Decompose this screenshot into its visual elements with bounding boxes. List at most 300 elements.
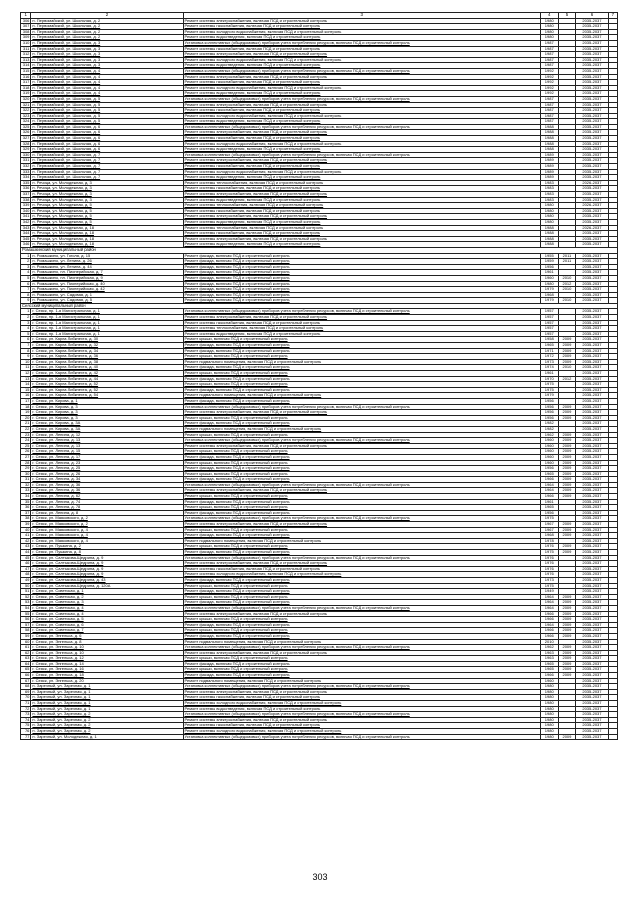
row-number: 344 [21, 231, 31, 237]
row-work-type: Ремонт системы электроснабжения, включая ПСД и строительный контроль [183, 611, 540, 617]
row-planned-period: 2035-2037 [576, 270, 608, 276]
row-address: г. Сеяск, ул. Ленина, д. 15 [31, 449, 183, 455]
row-planned-period: 2035-2037 [576, 415, 608, 421]
row-address: п. Первомайский, ул. Школьная, д. 4 [31, 91, 183, 97]
row-work-type: Установка коллективных (общедомовых) приборов учета потребления ресурсов, включая ПСД и строительный контроль [183, 124, 540, 130]
row-number: 52 [21, 594, 31, 600]
row-number: 321 [21, 102, 31, 108]
row-year-built: 1976 [540, 572, 558, 578]
row-address: г. Сеяск, ул. Карла Либкнехта, д. 40 [31, 365, 183, 371]
row-number: 5 [21, 331, 31, 337]
row-work-type: Ремонт системы водоотведения, включая ПСД и строительный контроль [183, 91, 540, 97]
row-number: 20 [21, 415, 31, 421]
row-number: 41 [21, 533, 31, 539]
row-work-type: Ремонт системы электроснабжения, включая ПСД и строительный контроль [183, 488, 540, 494]
row-work-type: Ремонт системы электроснабжения, включая ПСД и строительный контроль [183, 52, 540, 58]
row-work-type: Ремонт системы газоснабжения, включая ПСД и строительный контроль [183, 108, 540, 114]
row-planned-period: 2035-2037 [576, 208, 608, 214]
row-planned-period: 2035-2037 [576, 723, 608, 729]
row-planned-period: 2035-2037 [576, 315, 608, 321]
row-planned-period: 2035-2037 [576, 538, 608, 544]
row-planned-period: 2035-2037 [576, 482, 608, 488]
row-planned-period: 2035-2037 [576, 645, 608, 651]
row-address: п. Ромашкино, ул. Ленина, д. 26 [31, 259, 183, 265]
row-year-built: 1967 [540, 527, 558, 533]
row-number: 35 [21, 499, 31, 505]
row-work-type: Ремонт подвального помещения, включая ПСД и строительный контроль [183, 426, 540, 432]
row-planned-period: 2035-2037 [576, 432, 608, 438]
row-address: г. Сеяск, ул. Кирова, д. 3 [31, 410, 183, 416]
row-work-type: Установка коллективных (общедомовых) приборов учета потребления ресурсов, включая ПСД и строительный контроль [183, 734, 540, 740]
row-planned-period: 2035-2037 [576, 298, 608, 304]
row-work-type: Ремонт системы водоотведения, включая ПСД и строительный контроль [183, 706, 540, 712]
row-address: п. Заречный, ул. Заречная, д. 1 [31, 689, 183, 695]
row-address: п. Первомайский, ул. Школьная, д. 6 [31, 136, 183, 142]
row-year-built: 1956 [540, 510, 558, 516]
row-address: п. Первомайский, ул. Школьная, д. 4 [31, 85, 183, 91]
row-work-type: Ремонт подвального помещения, включая ПСД и строительный контроль [183, 639, 540, 645]
row-address: г. Сеяск, ул. Салтыкова-Щедрина, д. 9 [31, 572, 183, 578]
row-address: п. Заречный, ул. Заречная, д. 2 [31, 723, 183, 729]
row-year-built: 1980 [540, 689, 558, 695]
row-work-type: Ремонт системы электроснабжения, включая ПСД и строительный контроль [183, 192, 540, 198]
row-work-type: Ремонт системы водоотведения, включая ПСД и строительный контроль [183, 147, 540, 153]
row-number: 332 [21, 164, 31, 170]
row-number: 334 [21, 175, 31, 181]
row-year-built: 1978 [540, 538, 558, 544]
row-work-type: Ремонт системы водоотведения, включая ПСД и строительный контроль [183, 242, 540, 248]
row-year-built: 1974 [540, 365, 558, 371]
capital-repair-table [20, 12, 618, 740]
row-number: 331 [21, 158, 31, 164]
row-planned-period: 2035-2037 [576, 113, 608, 119]
row-planned-period: 2035-2037 [576, 320, 608, 326]
row-year-repair: 2009 [558, 673, 576, 679]
row-address: п. Первомайский, ул. Школьная, д. 5 [31, 119, 183, 125]
row-work-type: Ремонт фасада, включая ПСД и строительный контроль [183, 387, 540, 393]
row-number: 57 [21, 622, 31, 628]
row-year-built: 1980 [540, 717, 558, 723]
row-work-type: Ремонт системы теплоснабжения, включая ПСД и строительный контроль [183, 225, 540, 231]
row-year-built: 1956 [540, 398, 558, 404]
row-number: 28 [21, 460, 31, 466]
row-address: г. Сеяск, ул. Карла Либкнехта, д. 32 [31, 343, 183, 349]
row-work-type: Ремонт подвального помещения, включая ПСД и строительный контроль [183, 359, 540, 365]
row-address: г. Сеяск, ул. Советская, д. 3 [31, 600, 183, 606]
row-year-repair: 2009 [558, 460, 576, 466]
row-number: 73 [21, 712, 31, 718]
row-number: 10 [21, 359, 31, 365]
row-number: 5 [21, 275, 31, 281]
row-year-built: 1988 [540, 242, 558, 248]
row-address: г. Сеяск, ул. Салтыкова-Щедрина, д. 9 [31, 561, 183, 567]
row-number: 6 [21, 281, 31, 287]
row-address: г. Сеяск, пр. 1-я Магистральная, д. 1 [31, 320, 183, 326]
row-year-built: 1980 [540, 281, 558, 287]
row-address: п. Ромашкино, ул. Ленина, д. 44 [31, 264, 183, 270]
header-col-5: 5 [558, 13, 576, 19]
row-work-type: Ремонт фасада, включая ПСД и строительный контроль [183, 673, 540, 679]
row-address: г. Сеяск, ул. Пушкина, д. 2 [31, 544, 183, 550]
row-work-type: Ремонт крыши, включая ПСД и строительный контроль [183, 544, 540, 550]
row-number: 309 [21, 35, 31, 41]
row-number: 328 [21, 141, 31, 147]
row-year-built: 1987 [540, 108, 558, 114]
row-year-repair: 2009 [558, 611, 576, 617]
row-year-built: 1975 [540, 382, 558, 388]
row-work-type: Ремонт фасада, включая ПСД и строительный контроль [183, 348, 540, 354]
row-work-type: Ремонт системы электроснабжения, включая ПСД и строительный контроль [183, 158, 540, 164]
row-address: п. Речица, ул. Молодежная, д. 3 [31, 192, 183, 198]
row-address: г. Сеяск, ул. Карла Либкнехта, д. 52 [31, 382, 183, 388]
row-year-built: 1960 [540, 449, 558, 455]
row-year-built: 1961 [540, 270, 558, 276]
row-address: г. Сеяск, ул. Карла Либкнехта, д. 44 [31, 376, 183, 382]
row-number: 77 [21, 734, 31, 740]
row-work-type: Установка коллективных (общедомовых) приборов учета потребления ресурсов, включая ПСД и строительный контроль [183, 404, 540, 410]
row-address: п. Ромашкино, пл. Пионерийская, д. 9 [31, 275, 183, 281]
row-year-built: 1964 [540, 594, 558, 600]
row-year-built: 1975 [540, 583, 558, 589]
row-year-built: 1966 [540, 611, 558, 617]
row-year-built: 1976 [540, 555, 558, 561]
row-address: п. Первомайский, ул. Школьная, д. 7 [31, 169, 183, 175]
row-year-repair: 2012 [558, 281, 576, 287]
row-planned-period: 2035-2037 [576, 544, 608, 550]
row-planned-period: 2035-2037 [576, 566, 608, 572]
row-year-repair: 2009 [558, 600, 576, 606]
row-number: 76 [21, 729, 31, 735]
row-planned-period: 2035-2037 [576, 253, 608, 259]
row-year-built: 1965 [540, 667, 558, 673]
row-number: 307 [21, 24, 31, 30]
row-planned-period: 2035-2037 [576, 689, 608, 695]
row-address: п. Речица, ул. Молодежная, д. 3 [31, 186, 183, 192]
row-address: г. Сеяск, ул. Советская, д. 1 [31, 589, 183, 595]
row-year-repair: 2010 [558, 287, 576, 293]
row-planned-period: 2035-2037 [576, 572, 608, 578]
row-year-built: 1992 [540, 85, 558, 91]
row-number: 39 [21, 522, 31, 528]
row-address: п. Речица, ул. Молодежная, д. 5 [31, 214, 183, 220]
row-work-type: Ремонт фасада, включая ПСД и строительный контроль [183, 622, 540, 628]
row-address: г. Сеяск, ул. Карла Либкнехта, д. 52 [31, 387, 183, 393]
row-planned-period: 2035-2037 [576, 639, 608, 645]
row-work-type: Установка коллективных (общедомовых) приборов учета потребления ресурсов, включая ПСД и строительный контроль [183, 482, 540, 488]
row-work-type: Ремонт системы холодного водоснабжения, включая ПСД и строительный контроль [183, 57, 540, 63]
row-number: 13 [21, 376, 31, 382]
row-planned-period: 2035-2037 [576, 605, 608, 611]
row-work-type: Ремонт системы электроснабжения, включая ПСД и строительный контроль [183, 410, 540, 416]
row-planned-period: 2035-2037 [576, 611, 608, 617]
row-year-built: 1960 [540, 275, 558, 281]
row-planned-period: 2035-2037 [576, 488, 608, 494]
row-address: п. Заречный, ул. Заречная, д. 2 [31, 717, 183, 723]
row-number: 58 [21, 628, 31, 634]
row-number: 313 [21, 57, 31, 63]
row-planned-period: 2035-2037 [576, 102, 608, 108]
row-address: г. Сеяск, ул. Советская, д. 4 [31, 611, 183, 617]
row-planned-period: 2035-2037 [576, 678, 608, 684]
row-address: г. Сеяск, ул. Кирова, д. 3А [31, 426, 183, 432]
row-year-built: 1965 [540, 471, 558, 477]
row-year-repair: 2010 [558, 365, 576, 371]
row-work-type: Ремонт системы теплоснабжения, включая ПСД и строительный контроль [183, 326, 540, 332]
row-address: г. Сеяск, ул. Энгельса, д. 12 [31, 656, 183, 662]
row-number: 26 [21, 449, 31, 455]
row-number: 318 [21, 85, 31, 91]
row-year-built: 1971 [540, 348, 558, 354]
row-number: 45 [21, 555, 31, 561]
row-planned-period: 2035-2037 [576, 594, 608, 600]
row-address: п. Речица, ул. Молодежная, д. 18 [31, 231, 183, 237]
row-year-built: 1980 [540, 734, 558, 740]
row-year-built: 1973 [540, 359, 558, 365]
row-work-type: Ремонт системы газоснабжения, включая ПСД и строительный контроль [183, 46, 540, 52]
row-number: 308 [21, 29, 31, 35]
row-planned-period: 2035-2037 [576, 292, 608, 298]
row-planned-period: 2035-2037 [576, 499, 608, 505]
row-address: п. Первомайский, ул. Школьная, д. 3 [31, 63, 183, 69]
row-number: 75 [21, 723, 31, 729]
row-number: 24 [21, 438, 31, 444]
row-year-built: 1958 [540, 337, 558, 343]
row-planned-period: 2035-2037 [576, 175, 608, 181]
row-work-type: Ремонт крыши, включая ПСД и строительный контроль [183, 471, 540, 477]
row-address: п. Речица, ул. Молодежная, д. 5 [31, 203, 183, 209]
row-address: г. Сеяск, ул. Энгельса, д. 14 [31, 661, 183, 667]
row-work-type: Ремонт крыши, включая ПСД и строительный контроль [183, 667, 540, 673]
row-number: 59 [21, 633, 31, 639]
row-planned-period: 2035-2037 [576, 494, 608, 500]
row-year-built: 1975 [540, 387, 558, 393]
row-planned-period: 2035-2037 [576, 136, 608, 142]
row-planned-period: 2035-2037 [576, 695, 608, 701]
row-work-type: Ремонт системы холодного водоснабжения, включая ПСД и строительный контроль [183, 113, 540, 119]
row-number: 333 [21, 169, 31, 175]
row-planned-period: 2035-2037 [576, 96, 608, 102]
row-work-type: Ремонт системы холодного водоснабжения, включая ПСД и строительный контроль [183, 572, 540, 578]
row-planned-period: 2035-2037 [576, 231, 608, 237]
row-work-type: Ремонт системы водоотведения, включая ПСД и строительный контроль [183, 119, 540, 125]
row-number: 12 [21, 371, 31, 377]
row-year-built: 1989 [540, 164, 558, 170]
row-address: п. Первомайский, ул. Школьная, д. 7 [31, 175, 183, 181]
row-work-type: Ремонт системы электроснабжения, включая ПСД и строительный контроль [183, 236, 540, 242]
row-address: г. Сеяск, ул. Маяковского, д. 2 [31, 516, 183, 522]
row-address: п. Первомайский, ул. Школьная, д. 6 [31, 130, 183, 136]
row-planned-period: 2035-2037 [576, 717, 608, 723]
row-address: г. Сеяск, ул. Советская, д. 2 [31, 594, 183, 600]
row-work-type: Установка коллективных (общедомовых) приборов учета потребления ресурсов, включая ПСД и строительный контроль [183, 684, 540, 690]
row-number: 68 [21, 684, 31, 690]
row-work-type: Ремонт системы газоснабжения, включая ПСД и строительный контроль [183, 164, 540, 170]
row-planned-period: 2035-2037 [576, 454, 608, 460]
row-work-type: Ремонт фасада, включая ПСД и строительный контроль [183, 343, 540, 349]
row-work-type: Ремонт системы электроснабжения, включая ПСД и строительный контроль [183, 102, 540, 108]
row-address: п. Первомайский, ул. Школьная, д. 5 [31, 96, 183, 102]
row-number: 19 [21, 410, 31, 416]
row-work-type: Ремонт крыши, включая ПСД и строительный контроль [183, 382, 540, 388]
row-year-repair: 2009 [558, 628, 576, 634]
row-address: г. Сеяск, ул. Энгельса, д. 20 [31, 678, 183, 684]
row-year-repair: 2009 [558, 348, 576, 354]
row-number: 345 [21, 236, 31, 242]
row-number: 343 [21, 225, 31, 231]
row-address: п. Первомайский, ул. Школьная, д. 3 [31, 40, 183, 46]
header-col-1: 1 [21, 13, 31, 19]
row-planned-period: 2035-2037 [576, 701, 608, 707]
row-planned-period: 2026-2037 [576, 180, 608, 186]
row-work-type: Ремонт фасада, включая ПСД и строительный контроль [183, 275, 540, 281]
row-year-built: 1987 [540, 57, 558, 63]
row-planned-period: 2035-2037 [576, 91, 608, 97]
row-address: п. Речица, ул. Молодежная, д. 18 [31, 236, 183, 242]
row-address: п. Первомайский, ул. Школьная, д. 3 [31, 57, 183, 63]
row-work-type: Ремонт системы водоотведения, включая ПСД и строительный контроль [183, 197, 540, 203]
row-year-built: 1960 [540, 438, 558, 444]
row-planned-period: 2035-2037 [576, 119, 608, 125]
row-work-type: Установка коллективных (общедомовых) приборов учета потребления ресурсов, включая ПСД и строительный контроль [183, 40, 540, 46]
row-address: г. Сеяск, ул. Ленина, д. 36 [31, 482, 183, 488]
row-number: 15 [21, 387, 31, 393]
row-year-repair: 2009 [558, 522, 576, 528]
row-year-built: 1992 [540, 74, 558, 80]
row-number: 71 [21, 701, 31, 707]
row-address: п. Ромашкино, ул. Пионерийская, д. 42 [31, 287, 183, 293]
row-year-built: 1982 [540, 426, 558, 432]
row-work-type: Ремонт фасада, включая ПСД и строительный контроль [183, 287, 540, 293]
row-planned-period: 2035-2037 [576, 460, 608, 466]
row-planned-period: 2035-2037 [576, 510, 608, 516]
row-number: 338 [21, 197, 31, 203]
row-address: п. Первомайский, ул. Школьная, д. 6 [31, 147, 183, 153]
row-year-built: 1980 [540, 203, 558, 209]
row-year-built: 1967 [540, 522, 558, 528]
row-year-built: 1963 [540, 656, 558, 662]
row-address: г. Сеяск, ул. Ленина, д. 12 [31, 432, 183, 438]
row-address: г. Сеяск, ул. Карла Либкнехта, д. 38 [31, 359, 183, 365]
row-work-type: Ремонт системы холодного водоснабжения, включая ПСД и строительный контроль [183, 141, 540, 147]
row-number: 32 [21, 482, 31, 488]
row-year-repair: 2009 [558, 527, 576, 533]
row-year-repair: 2009 [558, 656, 576, 662]
row-year-built: 1983 [540, 180, 558, 186]
row-year-built: 1987 [540, 46, 558, 52]
row-number: 323 [21, 113, 31, 119]
row-work-type: Ремонт фасада, включая ПСД и строительный контроль [183, 600, 540, 606]
row-year-built: 1989 [540, 169, 558, 175]
row-year-repair: 2009 [558, 477, 576, 483]
row-year-built: 1987 [540, 52, 558, 58]
row-year-repair: 2009 [558, 438, 576, 444]
row-work-type: Ремонт фасада, включая ПСД и строительный контроль [183, 398, 540, 404]
row-year-built: 1960 [540, 460, 558, 466]
row-planned-period: 2035-2037 [576, 130, 608, 136]
row-address: г. Сеяск, ул. Карла Либкнехта, д. 36 [31, 354, 183, 360]
row-number: 16 [21, 393, 31, 399]
row-year-built: 1956 [540, 466, 558, 472]
row-number: 31 [21, 477, 31, 483]
row-address: п. Первомайский, ул. Школьная, д. 2 [31, 24, 183, 30]
row-year-built: 1989 [540, 152, 558, 158]
row-year-built: 1949 [540, 589, 558, 595]
row-number: 55 [21, 611, 31, 617]
row-number: 4 [21, 326, 31, 332]
row-address: п. Первомайский, ул. Школьная, д. 4 [31, 74, 183, 80]
row-year-built: 1976 [540, 561, 558, 567]
row-number: 2 [21, 259, 31, 265]
row-number: 67 [21, 678, 31, 684]
row-number: 329 [21, 147, 31, 153]
row-address: г. Сеяск, ул. Кирова, д. 3 [31, 415, 183, 421]
row-work-type: Ремонт системы газоснабжения, включая ПСД и строительный контроль [183, 24, 540, 30]
row-year-built: 1988 [540, 141, 558, 147]
row-planned-period: 2035-2037 [576, 421, 608, 427]
row-number: 326 [21, 130, 31, 136]
row-number: 9 [21, 298, 31, 304]
row-work-type: Ремонт фасада, включая ПСД и строительный контроль [183, 365, 540, 371]
section-title: Сеясский муниципальный район [21, 303, 618, 309]
row-address: г. Сеяск, ул. Ленина, д. 25 [31, 466, 183, 472]
row-planned-period: 2035-2037 [576, 533, 608, 539]
row-number: 63 [21, 656, 31, 662]
row-address: п. Первомайский, ул. Школьная, д. 2 [31, 18, 183, 24]
row-planned-period: 2035-2037 [576, 365, 608, 371]
row-address: г. Сеяск, пр. 1-я Магистральная, д. 1 [31, 326, 183, 332]
row-work-type: Ремонт подвального помещения, включая ПСД и строительный контроль [183, 393, 540, 399]
row-address: г. Сеяск, ул. Маяковского, д. 4 [31, 527, 183, 533]
row-planned-period: 2026-2037 [576, 203, 608, 209]
row-year-built: 1987 [540, 63, 558, 69]
row-planned-period: 2035-2037 [576, 684, 608, 690]
row-year-built: 1966 [540, 673, 558, 679]
row-number: 27 [21, 454, 31, 460]
row-address: п. Заречный, ул. Молодежная, д. 1 [31, 734, 183, 740]
row-work-type: Ремонт системы газоснабжения, включая ПСД и строительный контроль [183, 136, 540, 142]
row-number: 316 [21, 74, 31, 80]
row-number: 324 [21, 119, 31, 125]
row-year-built: 1963 [540, 650, 558, 656]
row-number: 327 [21, 136, 31, 142]
row-year-built: 1980 [540, 723, 558, 729]
row-planned-period: 2035-2037 [576, 18, 608, 24]
row-planned-period: 2035-2037 [576, 147, 608, 153]
row-planned-period: 2035-2037 [576, 667, 608, 673]
row-address: п. Первомайский, ул. Школьная, д. 5 [31, 108, 183, 114]
row-year-built: 1987 [540, 96, 558, 102]
row-work-type: Ремонт системы электроснабжения, включая ПСД и строительный контроль [183, 689, 540, 695]
row-number: 30 [21, 471, 31, 477]
row-work-type: Ремонт системы электроснабжения, включая ПСД и строительный контроль [183, 561, 540, 567]
row-number: 7 [21, 343, 31, 349]
row-number: 8 [21, 292, 31, 298]
row-work-type: Ремонт системы газоснабжения, включая ПСД и строительный контроль [183, 723, 540, 729]
row-planned-period: 2035-2037 [576, 264, 608, 270]
row-planned-period: 2035-2037 [576, 729, 608, 735]
row-work-type: Ремонт системы холодного водоснабжения, включая ПСД и строительный контроль [183, 85, 540, 91]
row-number: 336 [21, 186, 31, 192]
row-work-type: Ремонт фасада, включая ПСД и строительный контроль [183, 589, 540, 595]
row-work-type: Ремонт системы газоснабжения, включая ПСД и строительный контроль [183, 80, 540, 86]
row-year-built: 1980 [540, 35, 558, 41]
row-year-built: 1988 [540, 136, 558, 142]
row-address: г. Сеяск, ул. Салтыкова-Щедрина, д. 43 [31, 577, 183, 583]
header-col-2: 2 [31, 13, 183, 19]
row-address: г. Сеяск, ул. Энгельса, д. 18 [31, 673, 183, 679]
row-address: п. Речица, ул. Молодежная, д. 5 [31, 208, 183, 214]
row-year-repair: 2009 [558, 617, 576, 623]
